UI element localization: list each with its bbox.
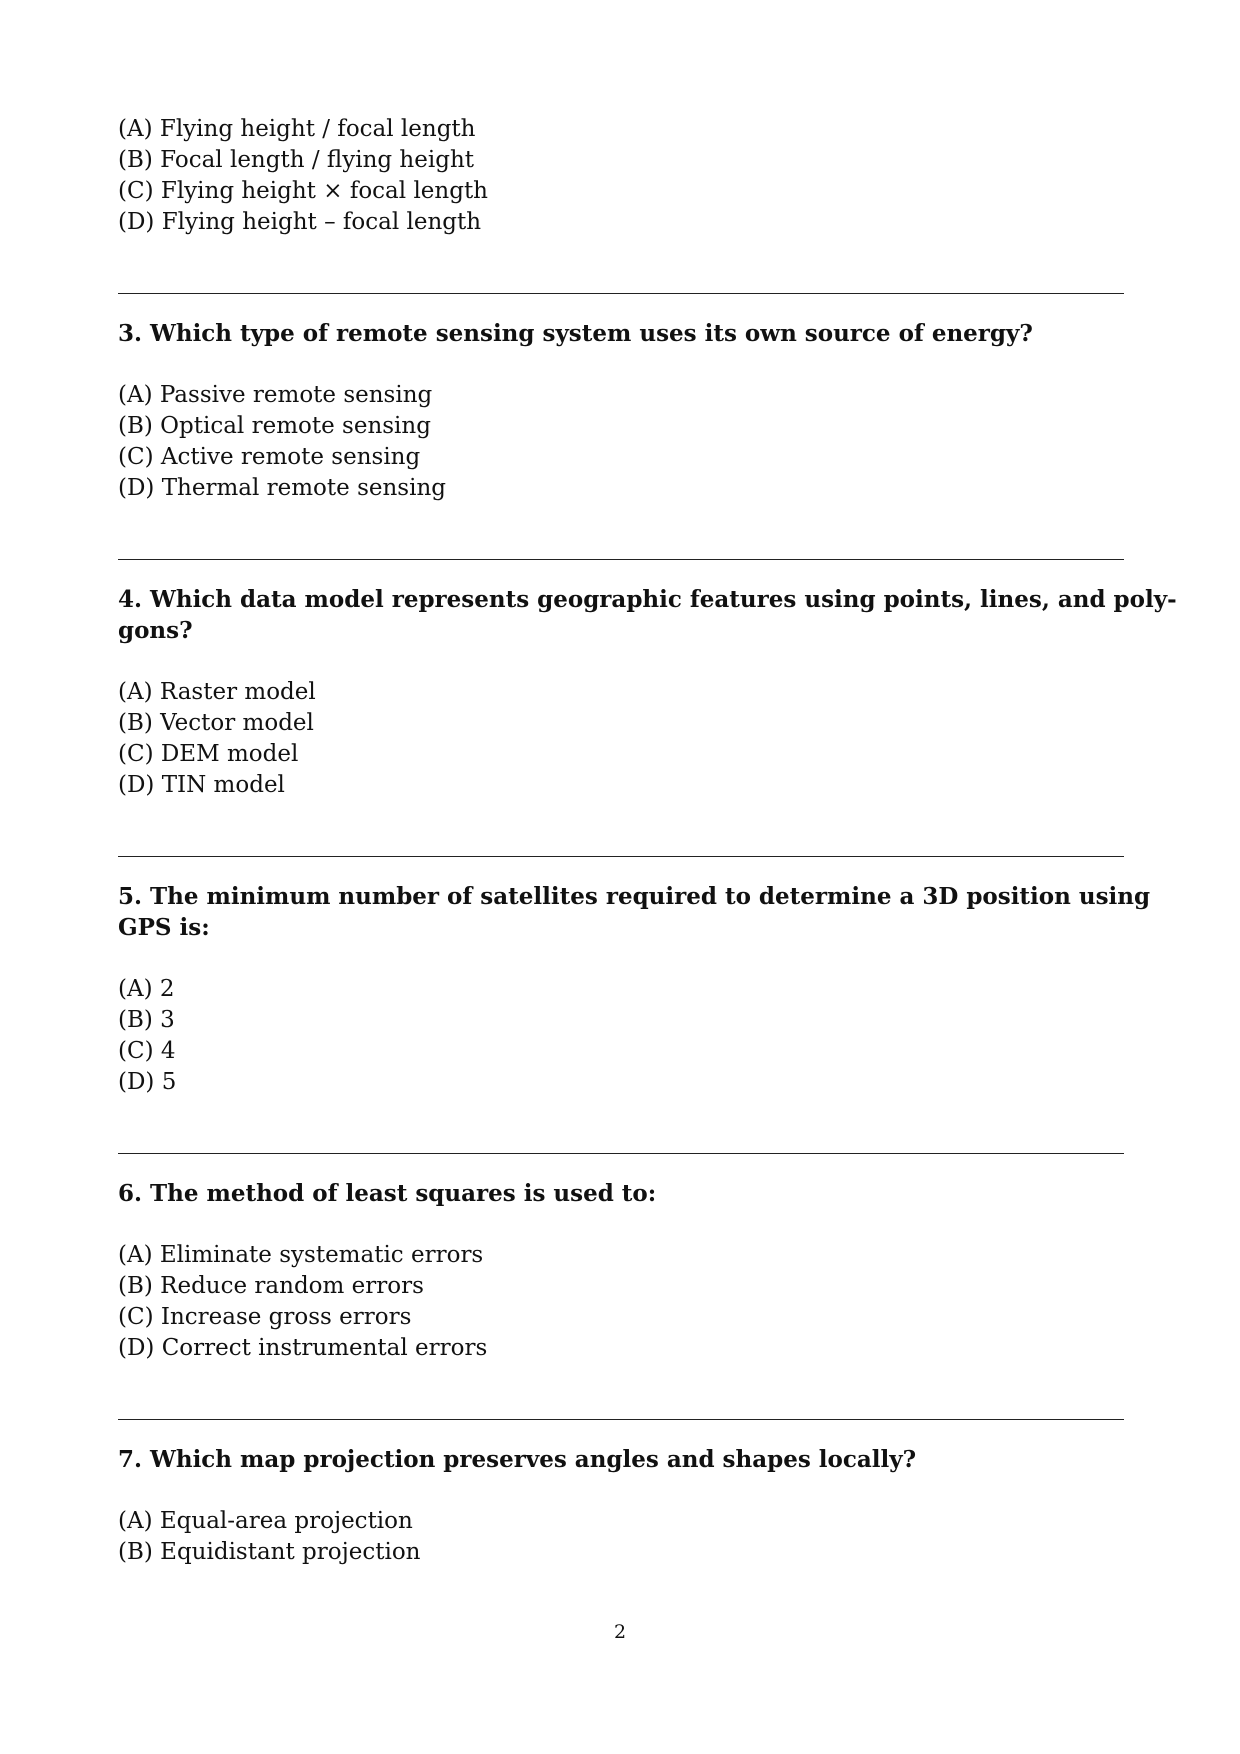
option-c: (C) 4: [118, 1038, 176, 1064]
divider-rule: [118, 293, 1124, 294]
divider-rule: [118, 856, 1124, 857]
question-3-text: 3. Which type of remote sensing system uses its own source of energy?: [118, 320, 1033, 347]
question-6-options: [118, 1240, 1124, 1364]
option-a: (A) Raster model: [118, 679, 316, 705]
option-c: (C) DEM model: [118, 741, 299, 767]
option-b: (B) 3: [118, 1007, 175, 1033]
option-b: (B) Equidistant projection: [118, 1539, 421, 1565]
page-number: 2: [613, 1621, 627, 1643]
option-c: (C) Flying height × focal length: [118, 178, 488, 204]
question-5-options: [118, 974, 1124, 1098]
question-3-options: [118, 380, 1124, 504]
option-d: (D) TIN model: [118, 772, 285, 798]
option-d: (D) Correct instrumental errors: [118, 1335, 488, 1361]
page-content: [118, 114, 1177, 1568]
option-b: (B) Reduce random errors: [118, 1273, 424, 1299]
option-a: (A) Passive remote sensing: [118, 382, 433, 408]
question-6-text: 6. The method of least squares is used to:: [118, 1180, 657, 1207]
option-a: (A) Flying height / focal length: [118, 116, 476, 142]
option-b: (B) Optical remote sensing: [118, 413, 431, 439]
option-a: (A) 2: [118, 976, 175, 1002]
question-4-options: [118, 677, 1124, 801]
option-a: (A) Eliminate systematic errors: [118, 1242, 484, 1268]
divider-rule: [118, 1419, 1124, 1420]
option-a: (A) Equal-area projection: [118, 1508, 413, 1534]
option-d: (D) Thermal remote sensing: [118, 475, 446, 501]
divider-rule: [118, 559, 1124, 560]
question-2-continued: [118, 114, 1124, 238]
option-d: (D) 5: [118, 1069, 177, 1095]
question-5-text: [118, 881, 1151, 943]
option-c: (C) Increase gross errors: [118, 1304, 412, 1330]
question-2-options: [118, 114, 1124, 238]
question-5-line-2: GPS is:: [118, 914, 210, 941]
question-7-text: 7. Which map projection preserves angles and shapes locally?: [118, 1446, 917, 1473]
option-d: (D) Flying height – focal length: [118, 209, 482, 235]
question-5-line-1: 5. The minimum number of satellites required to determine a 3D position using: [118, 883, 1151, 910]
question-4-text: [118, 584, 1177, 646]
option-b: (B) Focal length / flying height: [118, 147, 474, 173]
option-b: (B) Vector model: [118, 710, 314, 736]
question-4-line-1: 4. Which data model represents geographic features using points, lines, and poly-: [118, 586, 1177, 613]
question-4-line-2: gons?: [118, 617, 193, 644]
question-7-options: [118, 1506, 1124, 1568]
option-c: (C) Active remote sensing: [118, 444, 421, 470]
divider-rule: [118, 1153, 1124, 1154]
